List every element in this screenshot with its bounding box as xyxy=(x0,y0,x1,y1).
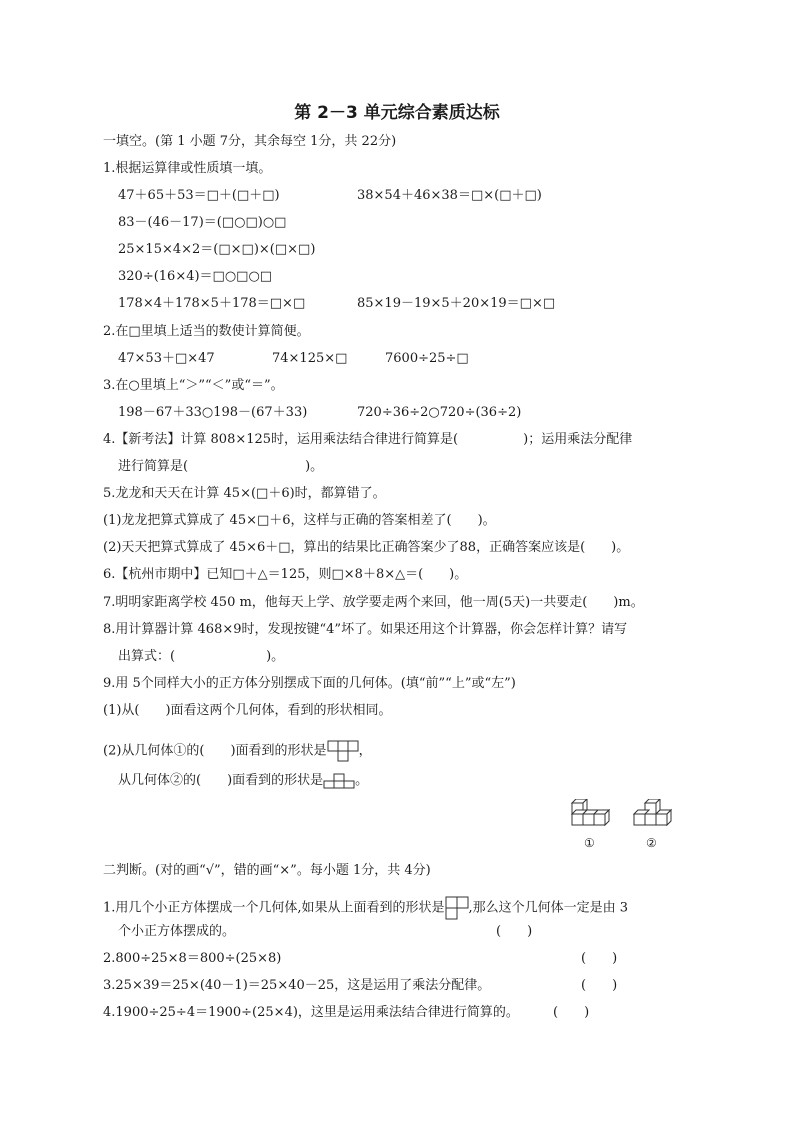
q9-sub2-line2 xyxy=(118,772,368,790)
q5-sub1: (1)龙龙把算式算成了 45×□＋6，这样与正确的答案相差了( )。 xyxy=(103,513,496,528)
q6-text: 6.【杭州市期中】已知□＋△＝125，则□×8＋8×△＝( )。 xyxy=(103,567,468,582)
q1-line3: 25×15×4×2＝(□×□)×(□×□) xyxy=(118,242,316,257)
cube-figure-2-icon xyxy=(630,799,676,833)
q1-line1a: 47＋65＋53＝□＋(□＋□) xyxy=(118,188,280,203)
left-view-shape-icon xyxy=(327,740,359,762)
q8-line1: 8.用计算器计算 468×9时，发现按键“4”坏了。如果还用这个计算器，你会怎样计算？请写 xyxy=(103,622,628,637)
q1-line5b: 85×19－19×5＋20×19＝□×□ xyxy=(357,296,556,311)
q9-sub2-line1-end: ， xyxy=(358,743,372,759)
q7-text: 7.明明家距离学校 450 m，他每天上学、放学要走两个来回，他一周(5天)一共要走( )m。 xyxy=(103,595,644,610)
q9-sub2-line1 xyxy=(103,740,372,762)
q3-item-b: 720÷36÷2○720÷(36÷2) xyxy=(357,405,522,420)
q2-item-c: 7600÷25÷□ xyxy=(385,351,469,366)
q1-line1b: 38×54＋46×38＝□×(□＋□) xyxy=(357,188,542,203)
judge-q1-line1-text: 1.用几个小正方体摆成一个几何体,如果从上面看到的形状是 xyxy=(103,900,445,916)
judge-q2-paren: ( ) xyxy=(581,951,618,966)
section1-heading: 一填空。(第 1 小题 7分，其余每空 1分，共 22分) xyxy=(103,134,397,149)
judge-q4-paren: ( ) xyxy=(553,1005,590,1020)
judge-q1-line1-end: ,那么这个几何体一定是由 3 xyxy=(468,900,629,916)
q5-sub2: (2)天天把算式算成了 45×6＋□，算出的结果比正确答案少了88，正确答案应该是( )。 xyxy=(103,540,630,555)
q9-stem: 9.用 5个同样大小的正方体分别摆成下面的几何体。(填“前”“上”或“左”) xyxy=(103,676,516,691)
q1-line4: 320÷(16×4)＝□○□○□ xyxy=(118,269,273,284)
q9-sub2-line1-text: (2)从几何体①的( )面看到的形状是 xyxy=(103,743,327,759)
figure-2-label: ② xyxy=(646,836,657,850)
cube-figure-1-icon xyxy=(568,799,614,833)
q9-sub1: (1)从( )面看这两个几何体，看到的形状相同。 xyxy=(103,703,392,718)
q1-line5a: 178×4＋178×5＋178＝□×□ xyxy=(118,296,306,311)
front-view-shape-icon xyxy=(323,773,355,789)
figure-1-label: ① xyxy=(584,836,595,850)
q1-line2: 83－(46－17)＝(□○□)○□ xyxy=(118,215,287,230)
judge-q1-line2: 个小正方体摆成的。 xyxy=(118,924,236,939)
q2-item-b: 74×125×□ xyxy=(272,351,348,366)
q3-item-a: 198－67＋33○198－(67＋33) xyxy=(118,405,308,420)
q9-sub2-line2-end: 。 xyxy=(355,773,369,788)
q4-line1: 4.【新考法】计算 808×125时，运用乘法结合律进行简算是( )；运用乘法分配律 xyxy=(103,432,633,447)
q1-stem: 1.根据运算律或性质填一填。 xyxy=(103,161,272,176)
judge-q1-paren: ( ) xyxy=(496,924,533,939)
q5-stem: 5.龙龙和天天在计算 45×(□＋6)时，都算错了。 xyxy=(103,486,386,501)
q2-stem: 2.在□里填上适当的数使计算简便。 xyxy=(103,324,310,339)
judge-q3-paren: ( ) xyxy=(581,978,618,993)
section2-heading: 二判断。(对的画“√”，错的画“×”。每小题 1分，共 4分) xyxy=(103,863,431,878)
q8-line2: 出算式：( )。 xyxy=(118,649,285,664)
judge-q4-text: 4.1900÷25÷4＝1900÷(25×4)，这里是运用乘法结合律进行简算的。 xyxy=(103,1005,519,1020)
q3-stem: 3.在○里填上“＞”“＜”或“＝”。 xyxy=(103,378,284,393)
page-title: 第 2－3 单元综合素质达标 xyxy=(294,103,500,123)
judge-q3-text: 3.25×39＝25×(40－1)＝25×40－25，这是运用了乘法分配律。 xyxy=(103,978,491,993)
judge-q1-line1 xyxy=(103,896,628,920)
q2-item-a: 47×53＋□×47 xyxy=(118,351,215,366)
q4-line2: 进行简算是( )。 xyxy=(118,459,324,474)
q9-sub2-line2-text: 从几何体②的( )面看到的形状是 xyxy=(118,773,324,788)
judge-q2-text: 2.800÷25×8＝800÷(25×8) xyxy=(103,951,282,966)
top-view-shape-icon xyxy=(445,896,469,920)
